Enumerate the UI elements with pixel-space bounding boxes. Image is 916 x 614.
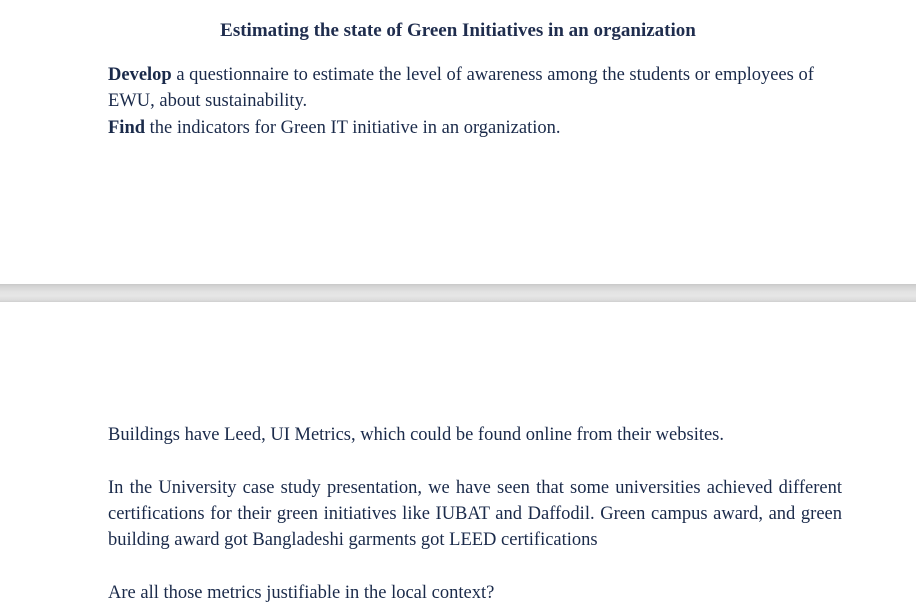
page-1 [0,0,916,284]
page-separator [0,284,916,302]
page-title: Estimating the state of Green Initiatives in an organization [220,20,696,41]
task-develop-verb: Develop [108,65,172,85]
task-find-verb: Find [108,118,146,138]
paragraph-buildings: Buildings have Leed, UI Metrics, which could be found online from their websites. [108,425,725,445]
task-develop [108,62,842,114]
paragraph-case-study: In the University case study presentation, we have seen that some universities achieved different certifications for their green initiatives like IUBAT and Daffodil. Green campus award, and green building award got Bangladeshi garments got LEED certifications [108,478,842,550]
paragraph-question: Are all those metrics justifiable in the local context? [108,583,495,603]
task-find [108,115,842,141]
page-2 [0,302,916,614]
task-find-text: the indicators for Green IT initiative in an organization. [145,118,561,138]
task-develop-text: a questionnaire to estimate the level of awareness among the students or employees of EWU, about sustainability. [108,65,814,111]
